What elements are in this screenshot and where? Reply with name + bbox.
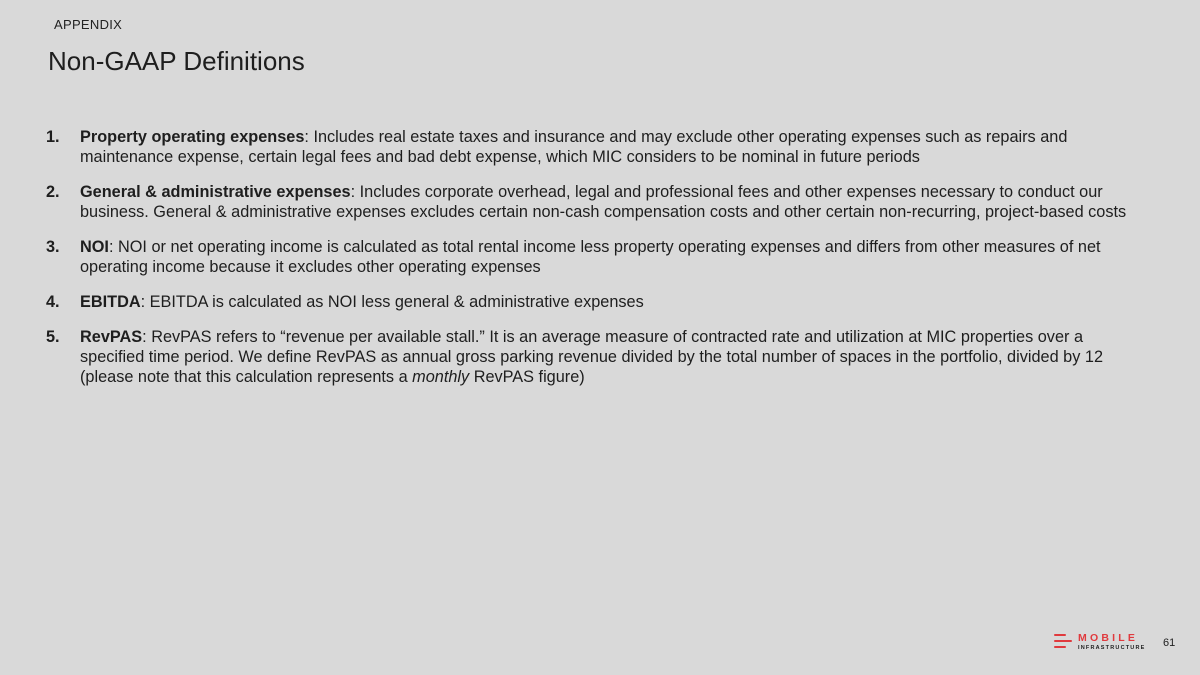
- definition-text: : NOI or net operating income is calculated as total rental income less property operating expenses and differs from other measures of net operating income because it excludes other operating expenses: [80, 238, 1101, 276]
- logo-mark-icon: [1054, 634, 1072, 650]
- definition-term: General & administrative expenses: [80, 183, 351, 201]
- definition-item: [46, 127, 1146, 167]
- definition-number: 4.: [46, 293, 60, 311]
- company-logo: [1054, 632, 1144, 654]
- definition-body: [80, 292, 1146, 312]
- definition-text: : Includes corporate overhead, legal and professional fees and other expenses necessary to conduct our business. General & administrative expenses excludes certain non-cash compensation costs and other certain non-recurring, project-based costs: [80, 183, 1127, 221]
- definition-item: [46, 327, 1146, 387]
- definition-body: [80, 237, 1146, 277]
- definition-number: 2.: [46, 183, 60, 201]
- definition-number: 5.: [46, 328, 60, 346]
- page-number: 61: [1163, 637, 1176, 649]
- definition-emphasis: monthly: [412, 368, 470, 386]
- definition-text: : RevPAS refers to “revenue per available stall.” It is an average measure of contracted rate and utilization at MIC properties over a specified time period. We define RevPAS as annual gross parking revenue divided by the total number of spaces in the portfolio, divided by 12 (please note that this calculation represents a: [80, 328, 1103, 386]
- definition-term: NOI: [80, 238, 109, 256]
- definition-item: [46, 237, 1146, 277]
- definition-text: : Includes real estate taxes and insurance and may exclude other operating expenses such as repairs and maintenance expense, certain legal fees and bad debt expense, which MIC considers to be nominal in future periods: [80, 128, 1068, 166]
- logo-subtext: INFRASTRUCTURE: [1078, 645, 1146, 651]
- definition-item: [46, 182, 1146, 222]
- definition-term: RevPAS: [80, 328, 143, 346]
- definition-body: [80, 127, 1146, 167]
- definition-number: 1.: [46, 128, 60, 146]
- section-label: APPENDIX: [54, 17, 123, 32]
- definition-body: [80, 327, 1146, 387]
- definition-term: Property operating expenses: [80, 128, 305, 146]
- logo-wordmark: MOBILE: [1078, 632, 1139, 644]
- definition-term: EBITDA: [80, 293, 141, 311]
- definition-body: [80, 182, 1146, 222]
- definition-text: : EBITDA is calculated as NOI less general & administrative expenses: [140, 293, 644, 311]
- definition-number: 3.: [46, 238, 60, 256]
- definitions-list: [46, 127, 1146, 402]
- definition-item: [46, 292, 1146, 312]
- definition-text-end: RevPAS figure): [469, 368, 585, 386]
- page-title: Non-GAAP Definitions: [48, 46, 305, 76]
